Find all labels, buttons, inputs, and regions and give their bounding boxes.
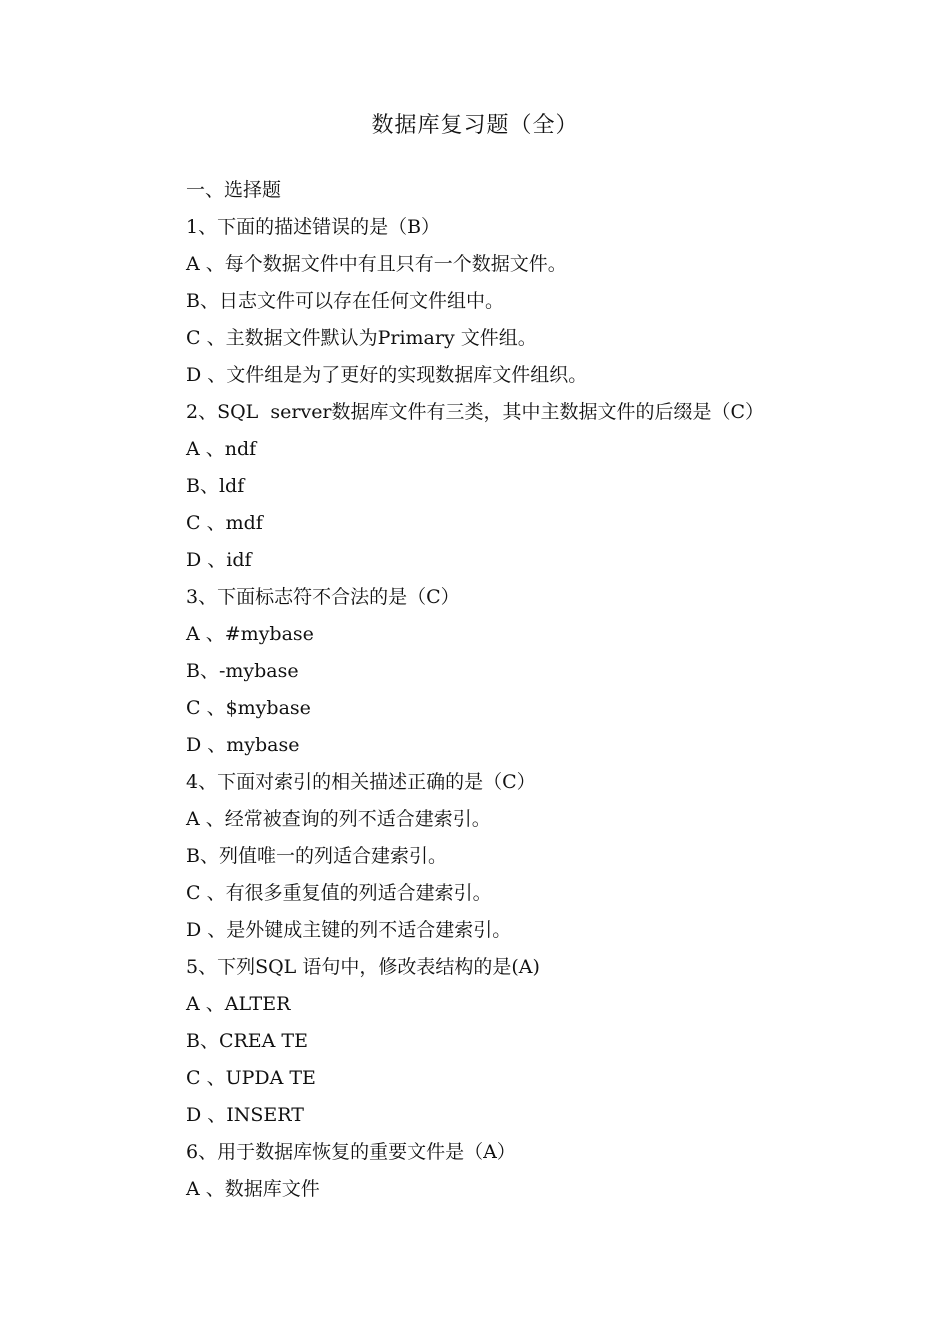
option-line: C 、主数据文件默认为Primary 文件组。 [186,327,537,349]
document-title: 数据库复习题（全） [371,113,579,138]
option-line: B、日志文件可以存在任何文件组中。 [186,290,504,312]
option-line: A 、每个数据文件中有且只有一个数据文件。 [186,253,567,275]
option-line: B、ldf [186,475,245,497]
option-line: B、-mybase [186,660,299,682]
option-line: B、CREA TE [186,1030,308,1052]
section-heading: 一、选择题 [186,179,282,201]
option-line: A 、数据库文件 [186,1178,320,1200]
option-line: D 、mybase [186,734,300,756]
option-line: B、列值唯一的列适合建索引。 [186,845,447,867]
question-1: 1、下面的描述错误的是（B） [186,216,441,238]
option-line: D 、是外键成主键的列不适合建索引。 [186,919,512,941]
option-line: D 、INSERT [186,1104,304,1126]
option-line: C 、$mybase [186,697,311,719]
option-line: A 、#mybase [186,623,314,645]
question-2: 2、SQL server数据库文件有三类，其中主数据文件的后缀是（C） [186,401,765,423]
question-6: 6、用于数据库恢复的重要文件是（A） [186,1141,516,1163]
question-4: 4、下面对索引的相关描述正确的是（C） [186,771,536,793]
option-line: A 、ndf [186,438,257,460]
option-line: D 、文件组是为了更好的实现数据库文件组织。 [186,364,588,386]
option-line: A 、经常被查询的列不适合建索引。 [186,808,491,830]
option-line: D 、idf [186,549,252,571]
option-line: A 、ALTER [186,993,291,1015]
option-line: C 、mdf [186,512,263,534]
document-body [186,172,886,1208]
option-line: C 、有很多重复值的列适合建索引。 [186,882,492,904]
question-5: 5、下列SQL 语句中，修改表结构的是(A) [186,956,540,978]
option-line: C 、UPDA TE [186,1067,316,1089]
question-3: 3、下面标志符不合法的是（C） [186,586,460,608]
